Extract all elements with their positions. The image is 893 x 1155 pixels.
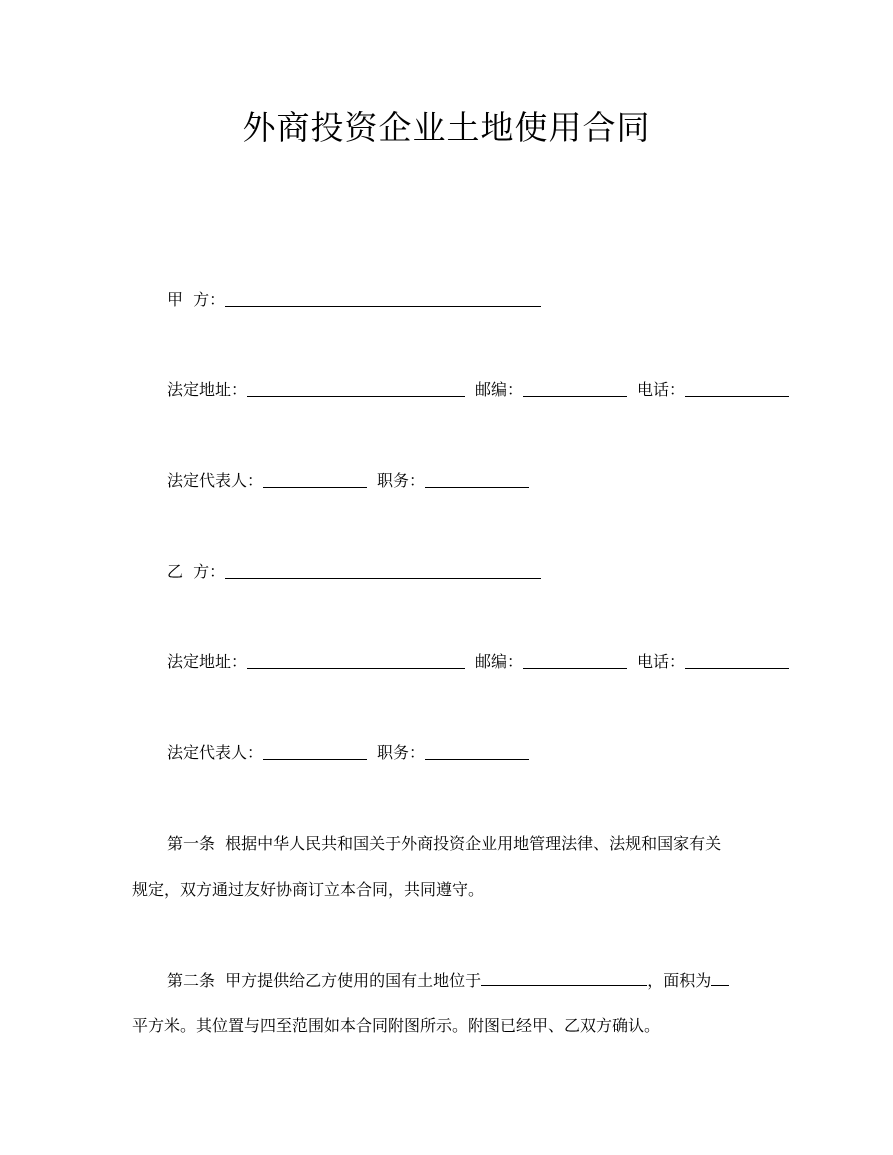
party-a-position-label: 职务： (377, 471, 426, 490)
party-a-rep-blank (263, 471, 367, 488)
article-1-line-1: 第一条 根据中华人民共和国关于外商投资企业用地管理法律、法规和国家有关 (167, 834, 722, 853)
article-2-text-a: 第二条 甲方提供给乙方使用的国有土地位于 (167, 971, 482, 990)
party-b-address-label: 法定地址： (167, 652, 248, 671)
party-a-row (167, 290, 541, 310)
party-b-rep-label: 法定代表人： (167, 743, 264, 762)
article-1-line-2: 规定，双方通过友好协商订立本合同，共同遵守。 (132, 880, 485, 899)
page-title: 外商投资企业土地使用合同 (242, 108, 651, 147)
party-b-rep-row (167, 743, 529, 763)
party-b-address-row (167, 652, 789, 672)
party-b-phone-blank (685, 652, 789, 669)
party-a-address-row (167, 380, 789, 400)
party-a-postcode-blank (523, 380, 627, 397)
party-b-phone-label: 电话： (637, 652, 686, 671)
party-a-rep-row (167, 471, 529, 491)
article-2-text-b: ，面积为 (647, 971, 712, 990)
party-a-position-blank (425, 471, 529, 488)
party-a-address-label: 法定地址： (167, 380, 248, 399)
party-b-name-blank (225, 562, 541, 579)
party-a-name-blank (225, 290, 541, 307)
party-b-rep-blank (263, 743, 367, 760)
party-b-postcode-blank (523, 652, 627, 669)
party-a-phone-blank (685, 380, 789, 397)
party-b-address-blank (247, 652, 465, 669)
land-location-blank (481, 970, 647, 986)
article-2-line-2: 平方米。其位置与四至范围如本合同附图所示。附图已经甲、乙双方确认。 (132, 1016, 661, 1035)
party-b-postcode-label: 邮编： (475, 652, 524, 671)
party-a-address-blank (247, 380, 465, 397)
party-a-rep-label: 法定代表人： (167, 471, 264, 490)
party-a-label: 甲 方： (167, 290, 226, 309)
party-b-position-label: 职务： (377, 743, 426, 762)
party-b-position-blank (425, 743, 529, 760)
party-a-phone-label: 电话： (637, 380, 686, 399)
party-a-postcode-label: 邮编： (475, 380, 524, 399)
party-b-row (167, 562, 541, 582)
party-b-label: 乙 方： (167, 562, 226, 581)
land-area-blank (711, 970, 729, 986)
article-2-line-1 (167, 970, 729, 991)
